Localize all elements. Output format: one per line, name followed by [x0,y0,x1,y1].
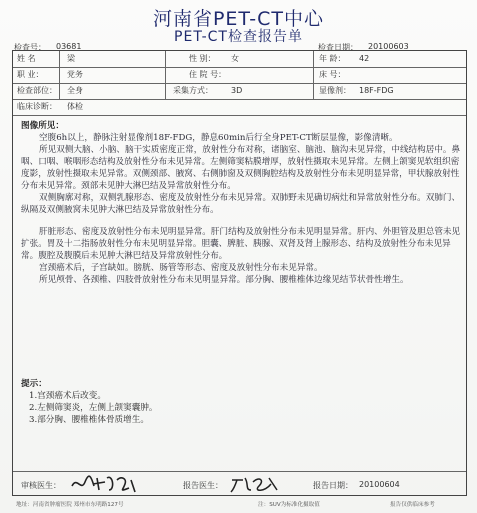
conclusion-item: 3.部分胸、腰椎椎体骨质增生。 [29,415,149,425]
exam-part-label: 检查部位： [17,86,57,95]
report-title: 河南省PET-CT中心 [152,8,325,30]
method-value: 3D [231,86,243,95]
report-subtitle: PET-CT检查报告单 [174,29,303,45]
name-label: 姓 名 [17,54,36,63]
footer-note-2: 报告仅供临床参考 [390,502,435,508]
age-label: 年 龄： [319,54,346,63]
job-label: 职 业： [17,70,44,79]
finding-paragraph: 空腹6h以上，静脉注射显像剂18F-FDG，静息60min后行全身PET-CT断层显像，影像清晰。 [39,133,398,143]
conclusion-item: 2.左侧筛窦炎，左侧上颌窦囊肿。 [29,403,158,413]
hospital-number-label: 住 院 号： [189,70,227,79]
tracer-value: 18F-FDG [359,86,394,95]
diagnosis-value: 体检 [67,102,83,111]
sex-label: 性 别： [189,54,216,63]
name-value: 梁 [67,54,75,63]
conclusion-heading: 提示： [21,379,47,389]
signature-row [13,471,466,496]
patient-row-3 [13,83,466,100]
age-value: 42 [359,54,370,63]
conclusion-section [21,378,461,426]
finding-paragraph: 所见颅骨、各颈椎、四肢骨放射性分布未见明显异常。部分胸、腰椎椎体边缘见结节状骨性增生。 [39,275,409,285]
findings-section [21,120,461,286]
finding-paragraph: 宫颈癌术后，子宫缺如。膀胱、肠管等形态、密度及放射性分布未见异常。 [39,263,323,273]
report-date-value: 20100604 [359,480,400,489]
tracer-label: 显像剂： [319,86,351,95]
patient-row-1 [13,51,466,68]
reporter-signature [229,472,283,496]
method-label: 采集方式： [173,86,213,95]
exam-date-label: 检查日期： [318,43,358,52]
patient-row-4 [13,99,466,116]
report-date-label: 报告日期： [313,481,353,490]
conclusion-item: 1.宫颈癌术后改变。 [29,391,106,401]
exam-number-label: 检查号： [14,43,46,52]
reviewer-label: 审核医生： [21,481,61,490]
exam-part-value: 全身 [67,86,83,95]
findings-heading: 图像所见： [21,121,64,131]
finding-paragraph: 双侧胸廓对称，双侧乳腺形态、密度及放射性分布未见异常。双肺野未见确切病灶和异常放射性分布。双肺门、纵隔及双侧腋窝未见肿大淋巴结及异常放射性分布。 [21,193,461,215]
footer-note: 注：SUV为标准化摄取值 [258,502,320,508]
bed-label: 床 号： [319,70,346,79]
exam-date-value: 20100603 [368,42,409,51]
patient-row-2 [13,67,466,84]
reporter-label: 报告医生： [183,481,223,490]
sex-value: 女 [231,54,239,63]
finding-paragraph: 所见双侧大脑、小脑、脑干实质密度正常，放射性分布对称，诸脑室、脑池、脑沟未见异常，中线结构居中。鼻咽、口咽、喉咽形态结构及放射性分布未见异常。左侧筛窦粘膜增厚，放射性摄取未见异常。左侧上颌窦见软组织密度影，放射性摄取未见异常。双侧颈部、腋窝、右侧肺窗及双侧胸腔结构及放射性分布未见明显异常，甲状腺放射性分布未见异常。颈部未见肿大淋巴结及异常放射性分布。 [21,145,461,191]
diagnosis-label: 临床诊断： [17,102,57,111]
finding-paragraph: 肝脏形态、密度及放射性分布未见明显异常。肝门结构及放射性分布未见明显异常。肝内、外胆管及胆总管未见扩张。胃及十二指肠放射性分布未见明显异常。胆囊、脾脏、胰腺、双肾及肾上腺形态、结构及放射性分布未见异常。腹腔及腹膜后未见肿大淋巴结及异常放射性分布。 [21,227,461,261]
job-value: 党务 [67,70,83,79]
reviewer-signature [69,472,139,496]
report-frame [12,50,467,496]
footer-address: 地址：河南省肿瘤医院 郑州市东明路127号 [16,502,124,508]
exam-number-value: 03681 [56,42,82,51]
